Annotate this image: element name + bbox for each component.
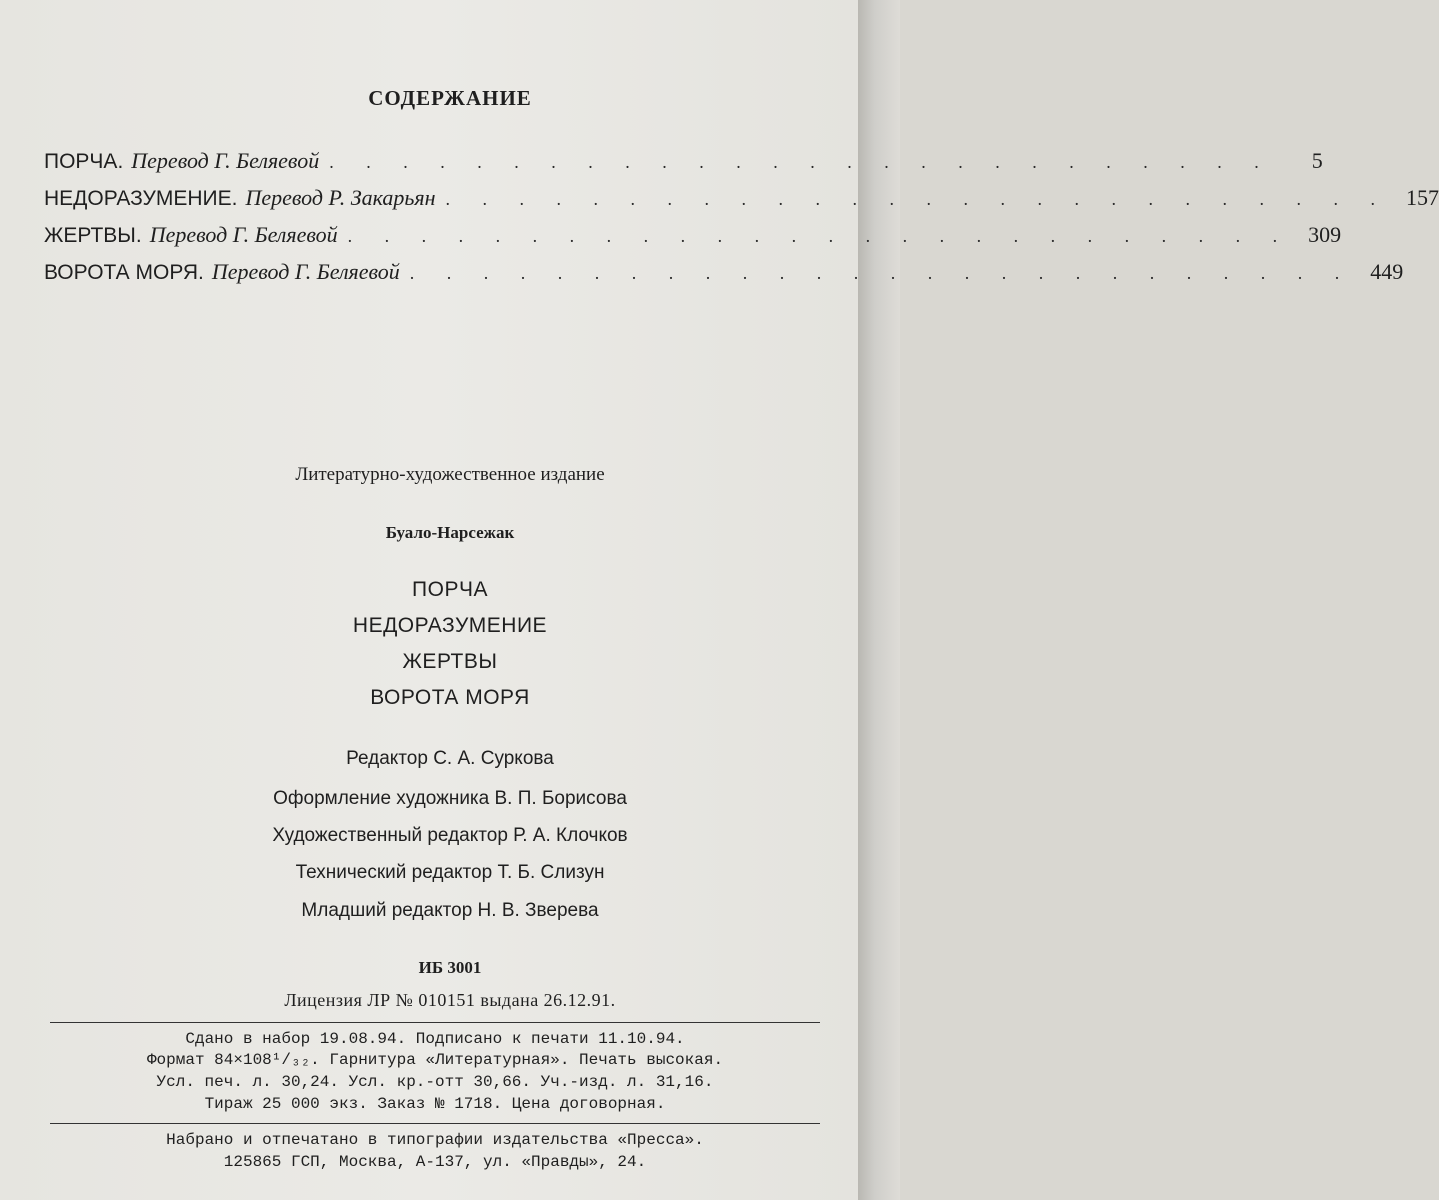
toc-entry-title: ПОРЧА.	[44, 150, 124, 173]
edition-type: Литературно-художественное издание	[295, 464, 605, 485]
author-name: Буало-Нарсежак	[385, 523, 515, 542]
toc-entry	[44, 148, 1323, 185]
printer-line: Набрано и отпечатано в типографии издательства «Пресса».	[166, 1131, 704, 1149]
toc-entry-title: ЖЕРТВЫ.	[44, 224, 142, 247]
work-title: ПОРЧА	[412, 578, 488, 601]
work-title: НЕДОРАЗУМЕНИЕ	[352, 614, 548, 637]
printer-line: 125865 ГСП, Москва, А-137, ул. «Правды», 24.	[223, 1153, 647, 1171]
credit-line: Оформление художника В. П. Борисова	[273, 788, 627, 809]
table-of-contents	[44, 148, 1439, 296]
license-line: Лицензия ЛР № 010151 выдана 26.12.91.	[284, 990, 616, 1010]
toc-entry	[44, 259, 1404, 296]
toc-entry-translator: Перевод Г. Беляевой	[149, 222, 338, 247]
toc-heading: СОДЕРЖАНИЕ	[368, 86, 532, 110]
dot-leader: . . . . . . . . . . . . . . . . . . . . . . . . . .	[445, 189, 1390, 209]
credit-line: Художественный редактор Р. А. Клочков	[272, 825, 628, 846]
toc-entry	[44, 185, 1439, 222]
credit-line: Технический редактор Т. Б. Слизун	[295, 862, 605, 883]
imprint-line: Сдано в набор 19.08.94. Подписано к печати 11.10.94.	[185, 1030, 685, 1048]
toc-entry-page: 449	[1370, 259, 1404, 284]
imprint-line: Тираж 25 000 экз. Заказ № 1718. Цена договорная.	[204, 1095, 666, 1113]
credit-line: Младший редактор Н. В. Зверева	[301, 900, 599, 921]
toc-entry	[44, 222, 1342, 259]
toc-entry-title: НЕДОРАЗУМЕНИЕ.	[44, 187, 238, 210]
dot-leader: . . . . . . . . . . . . . . . . . . . . . . . . . .	[329, 152, 1273, 172]
work-title: ЖЕРТВЫ	[402, 650, 498, 673]
ib-number: ИБ 3001	[418, 958, 482, 977]
divider	[50, 1123, 820, 1124]
credit-line: Редактор С. А. Суркова	[346, 748, 554, 769]
toc-entry-page: 157	[1406, 185, 1439, 210]
dot-leader: . . . . . . . . . . . . . . . . . . . . . . . . . .	[409, 263, 1354, 283]
toc-entry-translator: Перевод Р. Закарьян	[245, 185, 436, 210]
toc-entry-translator: Перевод Г. Беляевой	[131, 148, 320, 173]
toc-entry-title: ВОРОТА МОРЯ.	[44, 261, 204, 284]
toc-entry-page: 5	[1311, 148, 1323, 173]
imprint-line: Формат 84×108¹/₃₂. Гарнитура «Литературная». Печать высокая.	[146, 1051, 724, 1069]
work-title: ВОРОТА МОРЯ	[370, 686, 530, 709]
divider	[50, 1022, 820, 1023]
toc-entry-translator: Перевод Г. Беляевой	[211, 259, 400, 284]
imprint-line: Усл. печ. л. 30,24. Усл. кр.-отт 30,66. Уч.-изд. л. 31,16.	[156, 1073, 714, 1091]
dot-leader: . . . . . . . . . . . . . . . . . . . . . . . . . .	[347, 226, 1292, 246]
toc-entry-page: 309	[1308, 222, 1342, 247]
